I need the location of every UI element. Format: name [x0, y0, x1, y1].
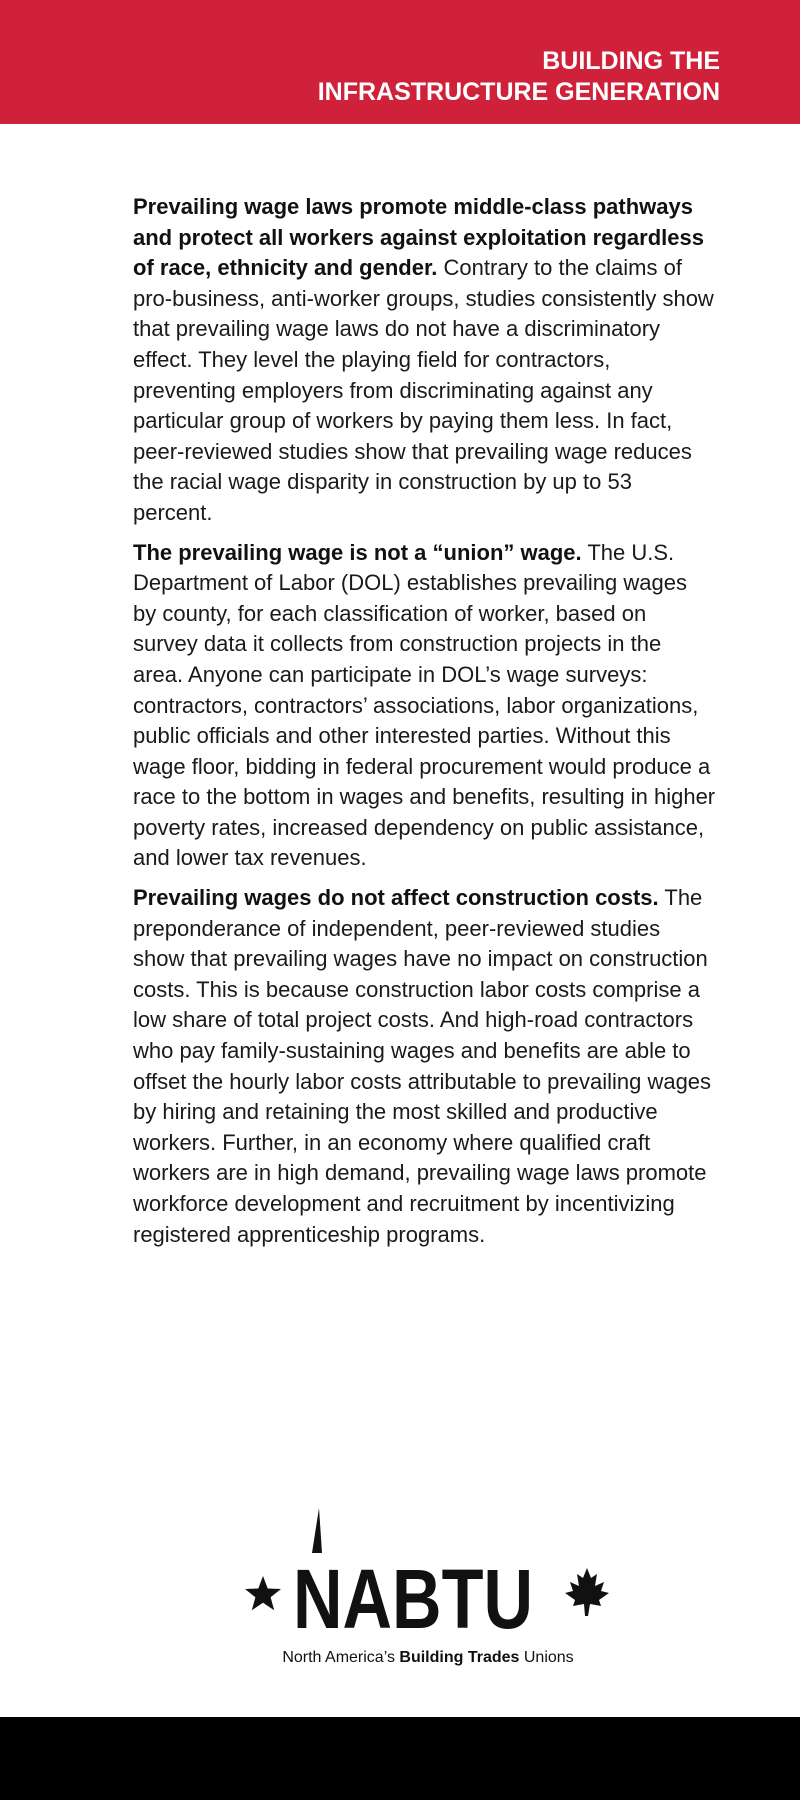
maple-leaf-icon — [565, 1568, 609, 1616]
header-band — [0, 0, 800, 124]
header-title-line2: INFRASTRUCTURE GENERATION — [317, 78, 720, 106]
nabtu-logo — [238, 1500, 618, 1670]
logo-tagline-bold: Building Trades — [399, 1649, 520, 1666]
paragraph-2-body: The U.S. Department of Labor (DOL) establishes prevailing wages by county, for each classification of worker, based on survey data it collects from construction projects in the area. Anyone can participate in DOL’s wage surveys: contractors, contractors’ associations, labor organizations, public officials and other interested parties. Without this wage floor, bidding in federal procurement would produce a race to the bottom in wages and benefits, resulting in higher poverty rates, increased dependency on public assistance, and lower tax revenues. — [133, 539, 716, 871]
paragraph-3-lead: Prevailing wages do not affect construction costs. — [133, 885, 659, 911]
logo-wordmark: NABTU — [293, 1552, 533, 1646]
logo-tower-spike — [312, 1508, 322, 1553]
paragraph-2 — [133, 538, 716, 875]
paragraph-3-body: The preponderance of independent, peer-reviewed studies show that prevailing wages have no impact on construction costs. This is because construction labor costs comprise a low share of total project costs. And high-road contractors who pay family-sustaining wages and benefits are able to offset the hourly labor costs attributable to prevailing wages by hiring and retaining the most skilled and productive workers. Further, in an economy where qualified craft workers are in high demand, prevailing wage laws promote workforce development and recruitment by incentivizing registered apprenticeship programs. — [133, 885, 712, 1247]
paragraph-3 — [133, 883, 716, 1250]
star-icon — [245, 1576, 281, 1610]
paragraph-1-lead: Prevailing wage laws promote middle-class pathways and protect all workers against exploitation regardless of race, ethnicity and gender. — [133, 194, 704, 281]
article-body — [133, 192, 716, 1259]
logo-tagline — [282, 1649, 573, 1666]
logo-tagline-post: Unions — [519, 1649, 574, 1666]
logo-tagline-pre: North America’s — [282, 1649, 400, 1666]
paragraph-2-lead: The prevailing wage is not a “union” wage. — [133, 539, 582, 565]
header-title — [200, 46, 720, 108]
paragraph-1-body: Contrary to the claims of pro-business, anti-worker groups, studies consistently show that prevailing wage laws do not have a discriminatory effect. They level the playing field for contractors, preventing employers from discriminating against any particular group of workers by paying them less. In fact, peer-reviewed studies show that prevailing wage reduces the racial wage disparity in construction by up to 53 percent. — [133, 255, 714, 525]
footer-band — [0, 1717, 800, 1800]
paragraph-1 — [133, 192, 716, 529]
header-title-line1: BUILDING THE — [542, 47, 720, 75]
